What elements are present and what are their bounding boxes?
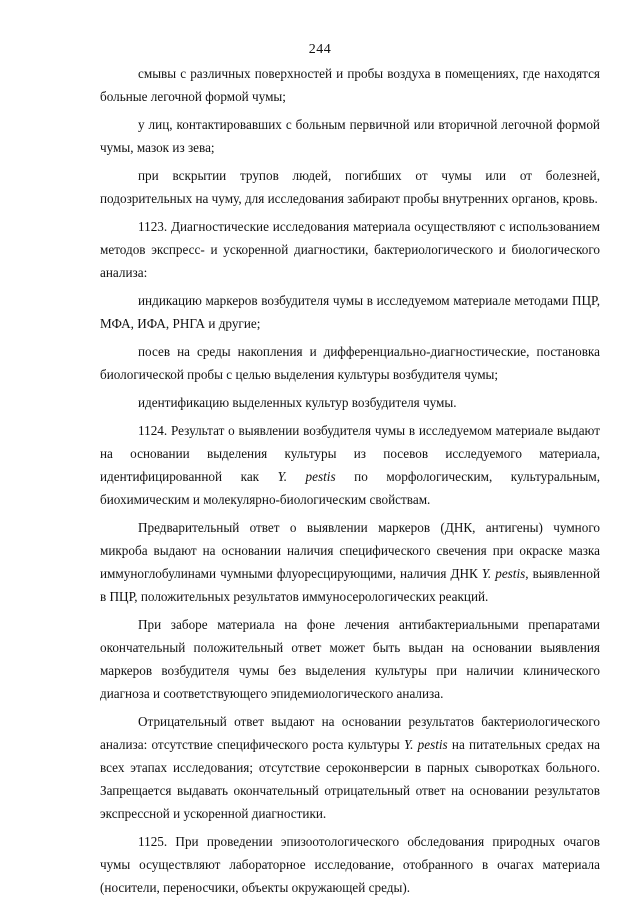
paragraph-treatment: При заборе материала на фоне лечения антибактериальными препаратами окончательный положительный ответ может быть выдан на основании выявления маркеров возбудителя чумы без выделения культуры при наличии клинического диагноза и соответствующего эпидемиологического анализа. — [100, 617, 600, 701]
paragraph-culture: посев на среды накопления и дифференциально-диагностические, постановка биологической пробы с целью выделения культуры возбудителя чумы; — [100, 344, 600, 382]
paragraph-1124: 1124. Результат о выявлении возбудителя чумы в исследуемом материале выдают на основании выделения культуры из посевов исследуемого материала, идентифицированной как Y. pestis по морфологическим, культуральным, биохимическим и молекулярно-биологическим свойствам. — [100, 423, 600, 507]
paragraph-preliminary: Предварительный ответ о выявлении маркеров (ДНК, антигены) чумного микроба выдают на основании наличия специфического свечения при окраске мазка иммуноглобулинами чумными флуоресцирующими, наличия ДНК Y. pestis, выявленной в ПЦР, положительных результатов иммуносерологических реакций. — [100, 520, 600, 604]
paragraph-negative: Отрицательный ответ выдают на основании результатов бактериологического анализа: отсутствие специфического роста культуры Y. pestis на питательных средах на всех этапах исследования; отсутствие сероконверсии в парных сыворотках больного. Запрещается выдавать окончательный отрицательный ответ на основании результатов экспрессной и ускоренной диагностики. — [100, 714, 600, 821]
paragraph-3: при вскрытии трупов людей, погибших от чумы или от болезней, подозрительных на чуму, для исследования забирают пробы внутренних органов, кровь. — [100, 168, 600, 206]
paragraph-indication: индикацию маркеров возбудителя чумы в исследуемом материале методами ПЦР, МФА, ИФА, РНГА и другие; — [100, 293, 600, 331]
paragraph-1125: 1125. При проведении эпизоотологического обследования природных очагов чумы осуществляют лабораторное исследование, отобранного в очагах материала (носители, переносчики, объекты окружающей среды). — [100, 834, 600, 895]
paragraph-identification: идентификацию выделенных культур возбудителя чумы. — [138, 395, 457, 410]
paragraph-1: смывы с различных поверхностей и пробы воздуха в помещениях, где находятся больные легочной формой чумы; — [100, 66, 600, 104]
document-body — [100, 62, 600, 904]
page-number: 244 — [308, 42, 332, 57]
paragraph-2: у лиц, контактировавших с больным первичной или вторичной легочной формой чумы, мазок из зева; — [100, 117, 600, 155]
paragraph-1123: 1123. Диагностические исследования материала осуществляют с использованием методов экспресс- и ускоренной диагностики, бактериологического и биологического анализа: — [100, 219, 600, 280]
